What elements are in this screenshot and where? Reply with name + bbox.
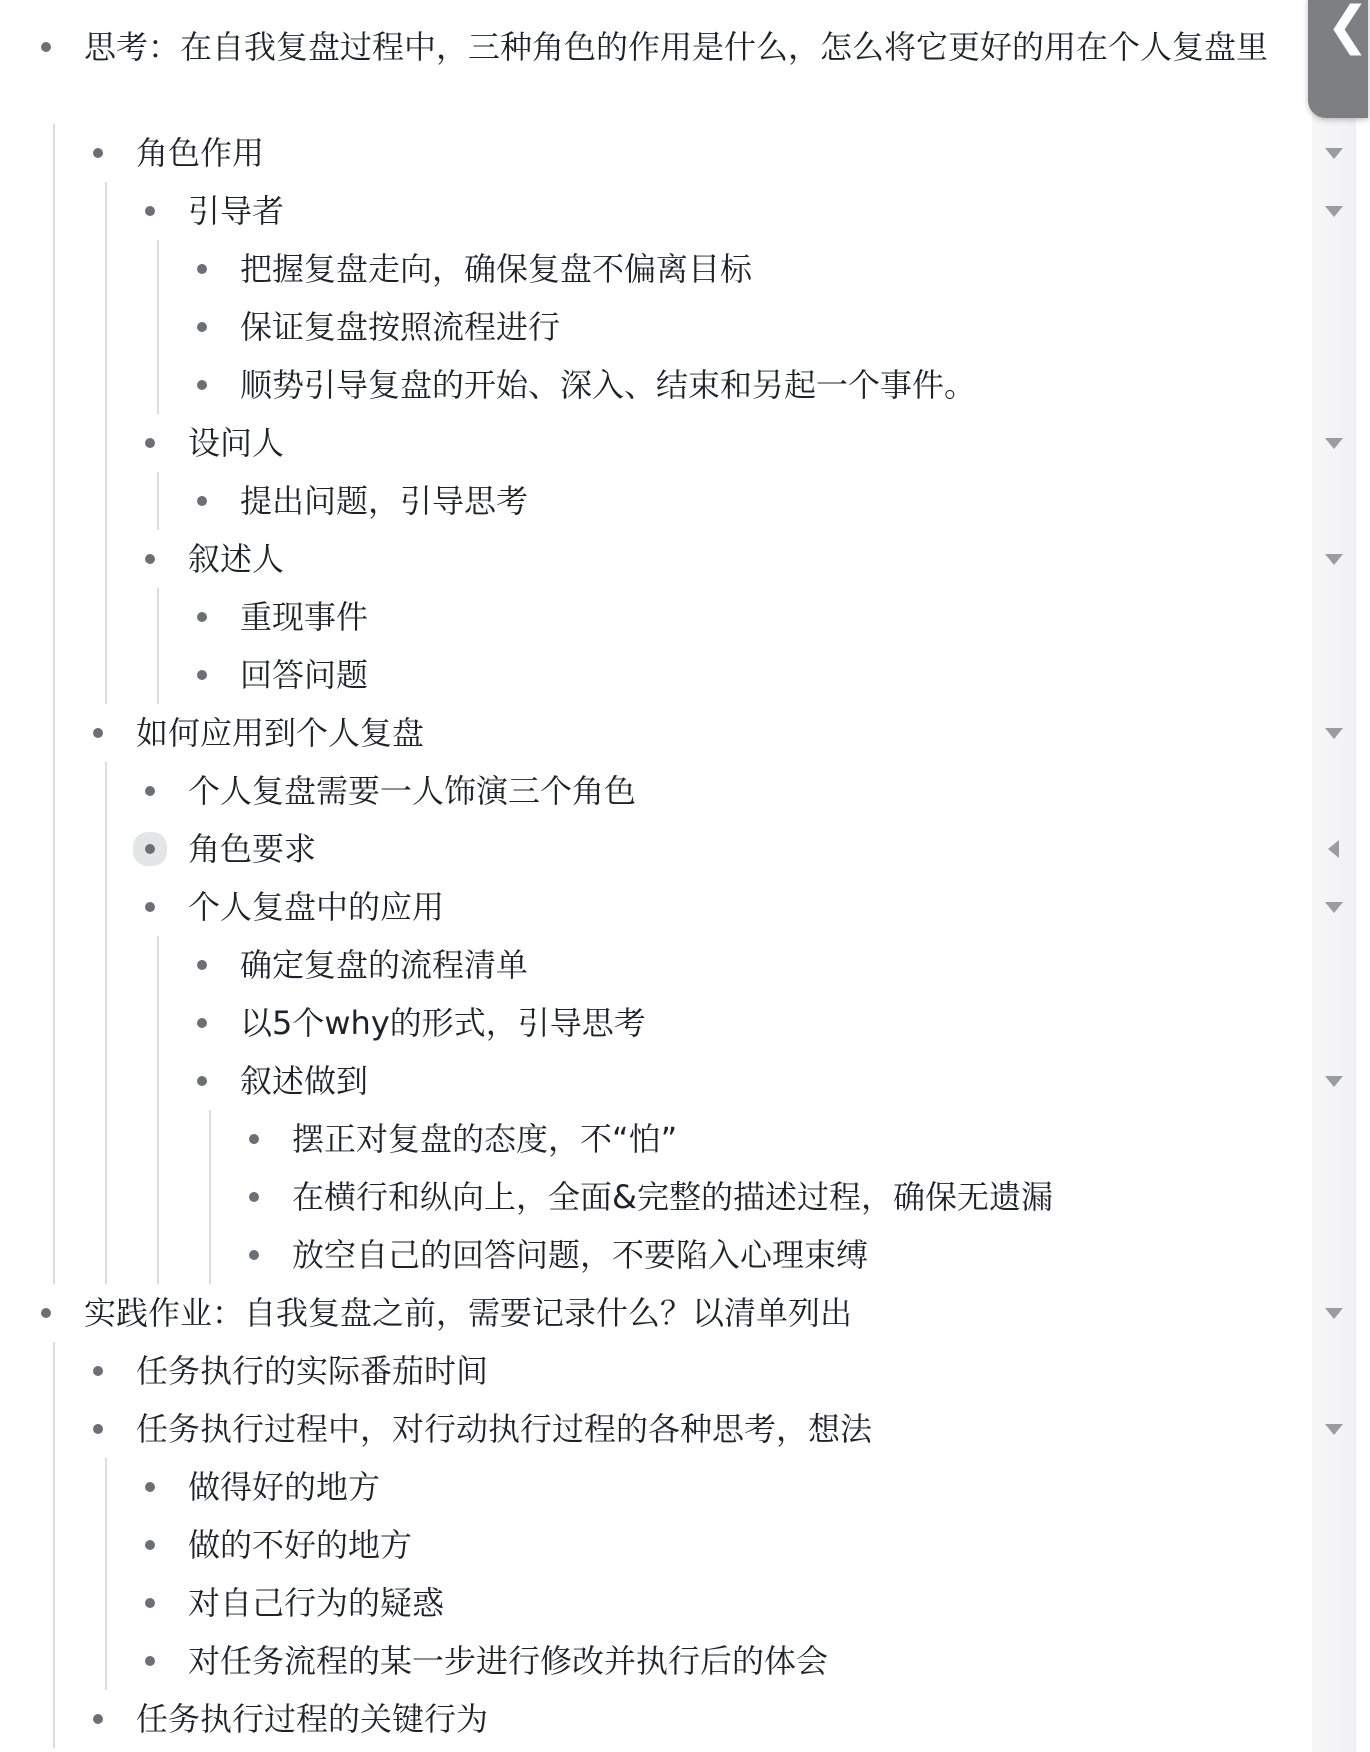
- outline-item-text[interactable]: 把握复盘走向，确保复盘不偏离目标: [240, 250, 753, 288]
- outline-item[interactable]: [0, 1690, 1300, 1748]
- outline-item-text[interactable]: 引导者: [188, 192, 285, 230]
- expand-triangle-icon[interactable]: [1328, 840, 1339, 858]
- outline-item-text[interactable]: 在横行和纵向上，全面&完整的描述过程，确保无遗漏: [292, 1178, 1053, 1216]
- outline-item[interactable]: [0, 588, 1300, 646]
- outline-item-text[interactable]: 任务执行过程中，对行动执行过程的各种思考，想法: [136, 1410, 873, 1448]
- outline-item[interactable]: [0, 356, 1300, 414]
- collapse-triangle-icon[interactable]: [1325, 728, 1343, 739]
- bullet-icon[interactable]: [41, 42, 51, 52]
- bullet-icon[interactable]: [145, 206, 155, 216]
- outline-item[interactable]: [0, 472, 1300, 530]
- collapse-triangle-icon[interactable]: [1325, 554, 1343, 565]
- outline-item[interactable]: [0, 530, 1300, 588]
- outline-item[interactable]: [0, 1110, 1300, 1168]
- outline-item[interactable]: [0, 1342, 1300, 1400]
- bullet-icon[interactable]: [249, 1134, 259, 1144]
- outline-item[interactable]: [0, 1400, 1300, 1458]
- outline-item[interactable]: [0, 414, 1300, 472]
- outline-item[interactable]: [0, 182, 1300, 240]
- bullet-icon[interactable]: [145, 554, 155, 564]
- outline-item-text[interactable]: 思考：在自我复盘过程中，三种角色的作用是什么，怎么将它更好的用在个人复盘里: [84, 28, 1269, 66]
- bullet-icon[interactable]: [145, 1540, 155, 1550]
- outline-item[interactable]: [0, 1516, 1300, 1574]
- outline-item[interactable]: [0, 646, 1300, 704]
- bullet-icon[interactable]: [93, 1424, 103, 1434]
- chevron-left-icon: ❮: [1326, 0, 1370, 56]
- right-gutter: [1312, 0, 1356, 1752]
- bullet-icon[interactable]: [197, 496, 207, 506]
- outline-item-text[interactable]: 个人复盘中的应用: [188, 888, 445, 926]
- outline-item-text[interactable]: 做得好的地方: [188, 1468, 381, 1506]
- outline-item-text[interactable]: 实践作业：自我复盘之前，需要记录什么？以清单列出: [84, 1294, 853, 1332]
- outline-item-text[interactable]: 以5个why的形式，引导思考: [240, 1004, 646, 1042]
- outline-item[interactable]: [0, 994, 1300, 1052]
- outline-item[interactable]: [0, 1052, 1300, 1110]
- outline-item[interactable]: [0, 1574, 1300, 1632]
- outline-item-text[interactable]: 角色作用: [136, 134, 265, 172]
- outline-item-text[interactable]: 对任务流程的某一步进行修改并执行后的体会: [188, 1642, 829, 1680]
- bullet-icon[interactable]: [145, 786, 155, 796]
- collapse-triangle-icon[interactable]: [1325, 438, 1343, 449]
- outline-item[interactable]: [0, 124, 1300, 182]
- collapse-triangle-icon[interactable]: [1325, 206, 1343, 217]
- collapse-triangle-icon[interactable]: [1325, 1424, 1343, 1435]
- outline-item-text[interactable]: 任务执行过程的关键行为: [136, 1700, 489, 1738]
- outline-item[interactable]: [0, 936, 1300, 994]
- bullet-icon[interactable]: [197, 380, 207, 390]
- bullet-icon[interactable]: [145, 1656, 155, 1666]
- bullet-icon[interactable]: [249, 1192, 259, 1202]
- bullet-icon[interactable]: [93, 1714, 103, 1724]
- outline-item-text[interactable]: 任务执行的实际番茄时间: [136, 1352, 489, 1390]
- outline-item[interactable]: [0, 878, 1300, 936]
- outline-item-text[interactable]: 个人复盘需要一人饰演三个角色: [188, 772, 637, 810]
- outline-item[interactable]: [0, 18, 1300, 124]
- outline-item-text[interactable]: 顺势引导复盘的开始、深入、结束和另起一个事件。: [240, 366, 977, 404]
- outline-item[interactable]: [0, 1284, 1300, 1342]
- bullet-icon[interactable]: [197, 1076, 207, 1086]
- bullet-icon[interactable]: [197, 322, 207, 332]
- bullet-icon[interactable]: [145, 844, 155, 854]
- collapse-triangle-icon[interactable]: [1325, 1076, 1343, 1087]
- outline-item-text[interactable]: 放空自己的回答问题，不要陷入心理束缚: [292, 1236, 869, 1274]
- bullet-icon[interactable]: [197, 612, 207, 622]
- bullet-icon[interactable]: [93, 148, 103, 158]
- collapse-triangle-icon[interactable]: [1325, 902, 1343, 913]
- collapse-triangle-icon[interactable]: [1325, 148, 1343, 159]
- outline-item-text[interactable]: 对自己行为的疑惑: [188, 1584, 445, 1622]
- bullet-icon[interactable]: [197, 1018, 207, 1028]
- bullet-icon[interactable]: [249, 1250, 259, 1260]
- outline-item[interactable]: [0, 240, 1300, 298]
- outline-item-text[interactable]: 回答问题: [240, 656, 369, 694]
- outline-item-text[interactable]: 做的不好的地方: [188, 1526, 413, 1564]
- outline-item[interactable]: [0, 762, 1300, 820]
- outline-item[interactable]: [0, 1632, 1300, 1690]
- outline-item[interactable]: [0, 820, 1300, 878]
- outline-item-text[interactable]: 保证复盘按照流程进行: [240, 308, 561, 346]
- bullet-icon[interactable]: [145, 1482, 155, 1492]
- bullet-icon[interactable]: [145, 438, 155, 448]
- bullet-icon[interactable]: [197, 960, 207, 970]
- collapse-triangle-icon[interactable]: [1325, 1308, 1343, 1319]
- outline-item-text[interactable]: 提出问题，引导思考: [240, 482, 529, 520]
- outline-item-text[interactable]: 确定复盘的流程清单: [240, 946, 529, 984]
- bullet-icon[interactable]: [93, 1366, 103, 1376]
- bullet-icon[interactable]: [41, 1308, 51, 1318]
- bullet-icon[interactable]: [93, 728, 103, 738]
- outline-item[interactable]: [0, 704, 1300, 762]
- outline-item[interactable]: [0, 1458, 1300, 1516]
- bullet-icon[interactable]: [145, 902, 155, 912]
- outline-item-text[interactable]: 重现事件: [240, 598, 369, 636]
- bullet-icon[interactable]: [145, 1598, 155, 1608]
- bullet-icon[interactable]: [197, 670, 207, 680]
- outline-item[interactable]: [0, 298, 1300, 356]
- bullet-icon[interactable]: [197, 264, 207, 274]
- outline-item[interactable]: [0, 1168, 1300, 1226]
- outline-item-text[interactable]: 角色要求: [188, 830, 317, 868]
- outline-item-text[interactable]: 叙述人: [188, 540, 285, 578]
- outline-item-text[interactable]: 叙述做到: [240, 1062, 369, 1100]
- outline-item[interactable]: [0, 1226, 1300, 1284]
- side-panel-tab[interactable]: [1308, 0, 1368, 118]
- outline-item-text[interactable]: 设问人: [188, 424, 285, 462]
- outline-item-text[interactable]: 如何应用到个人复盘: [136, 714, 425, 752]
- outline-item-text[interactable]: 摆正对复盘的态度，不“怕”: [292, 1120, 678, 1158]
